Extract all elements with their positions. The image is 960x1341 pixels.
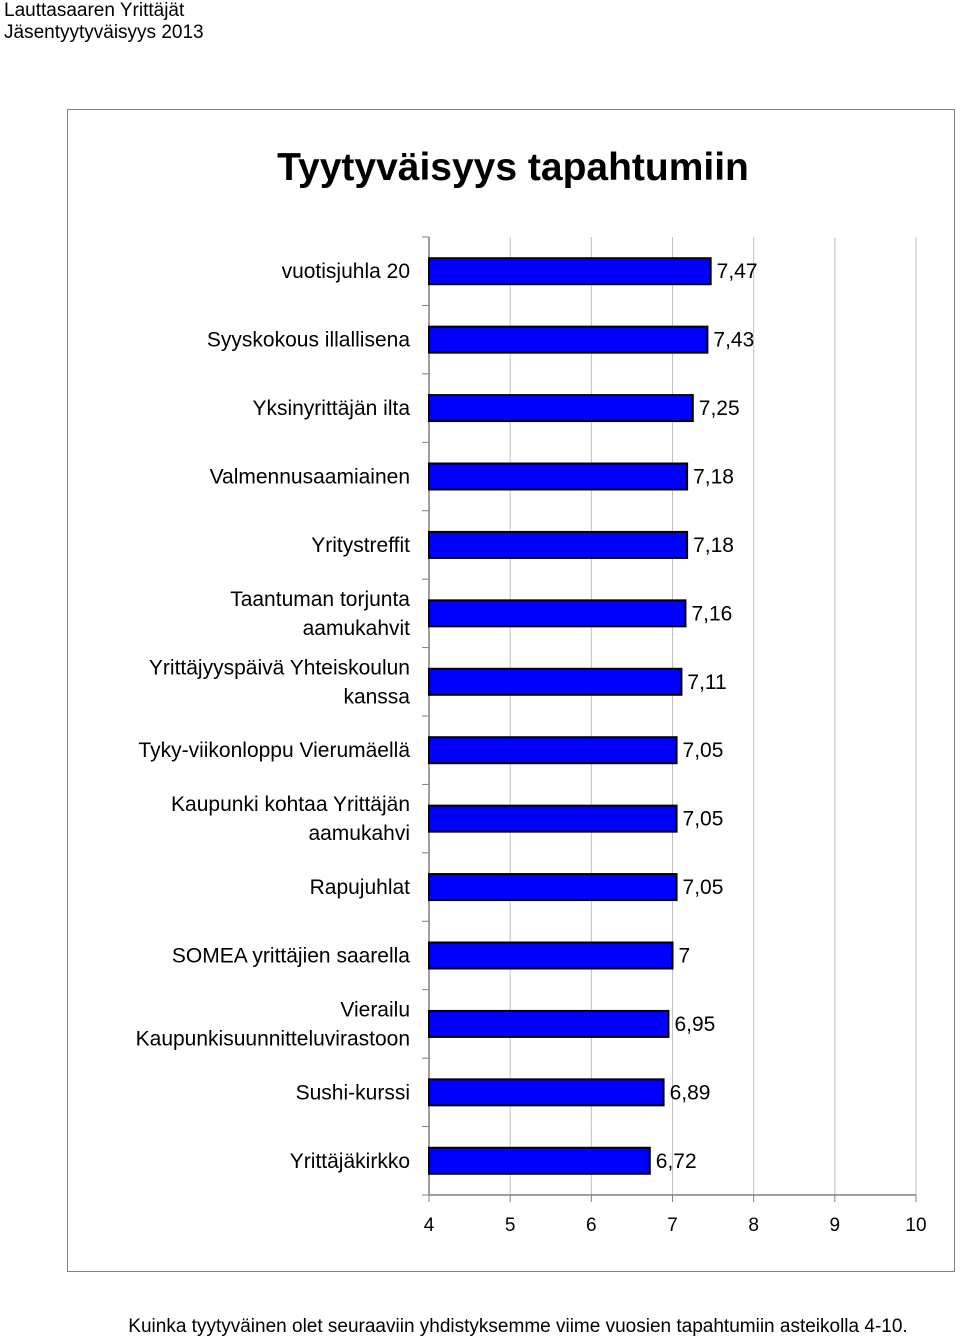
bar-value-label: 7,11 — [687, 670, 727, 694]
category-label: Yksinyrittäjän ilta — [252, 397, 410, 421]
category-label: Yritystreffit — [311, 533, 410, 557]
x-tick-label: 4 — [423, 1215, 435, 1236]
bar — [429, 532, 687, 558]
category-label: Syyskokous illallisena — [206, 328, 410, 352]
header-line-1: Lauttasaaren Yrittäjät — [4, 0, 185, 21]
bar-value-label: 7,18 — [693, 465, 734, 489]
category-label: Tyky-viikonloppu Vierumäellä — [138, 739, 410, 763]
bar-value-label: 6,95 — [674, 1012, 716, 1036]
bar-value-label: 6,89 — [669, 1081, 711, 1105]
x-tick-label: 6 — [586, 1215, 597, 1236]
x-tick-label: 5 — [504, 1215, 516, 1236]
category-label: Yrittäjäkirkko — [289, 1149, 410, 1173]
bar — [429, 327, 707, 353]
x-tick-label: 7 — [667, 1215, 678, 1236]
category-label: vuotisjuhla 20 — [281, 260, 410, 284]
bar — [429, 943, 673, 969]
bar-value-label: 7,43 — [713, 328, 755, 352]
bar — [429, 464, 687, 490]
category-label: Kaupunkisuunnitteluvirastoon — [135, 1027, 410, 1051]
bar-value-label: 7,05 — [682, 876, 724, 900]
bar — [429, 806, 677, 832]
bar — [429, 1148, 650, 1174]
bar-value-label: 7,05 — [682, 807, 724, 831]
bar — [429, 1011, 668, 1037]
x-tick-label: 10 — [905, 1215, 927, 1236]
category-label: SOMEA yrittäjien saarella — [171, 944, 410, 968]
bar-value-label: 7 — [678, 944, 691, 968]
category-label: Sushi-kurssi — [295, 1081, 410, 1105]
bar — [429, 600, 685, 626]
bar — [429, 737, 677, 763]
chart-title: Tyytyväisyys tapahtumiin — [277, 146, 749, 189]
bar-value-label: 7,25 — [698, 397, 740, 421]
bar-value-label: 7,47 — [716, 260, 758, 284]
bar — [429, 874, 677, 900]
header-line-2: Jäsentyytyväisyys 2013 — [4, 22, 204, 43]
bar — [429, 258, 711, 284]
bar-value-label: 7,16 — [691, 602, 733, 626]
bar — [429, 669, 681, 695]
category-label: Kaupunki kohtaa Yrittäjän — [171, 793, 410, 817]
x-tick-label: 9 — [829, 1215, 841, 1236]
bar-value-label: 6,72 — [655, 1149, 697, 1173]
category-label: aamukahvit — [302, 616, 410, 640]
bar — [429, 395, 693, 421]
bar-value-label: 7,18 — [693, 533, 734, 557]
category-label: kanssa — [343, 685, 410, 709]
category-label: Valmennusaamiainen — [209, 465, 410, 489]
bar — [429, 1079, 664, 1105]
x-tick-label: 8 — [748, 1215, 759, 1236]
category-label: Rapujuhlat — [309, 876, 410, 900]
bar-value-label: 7,05 — [682, 739, 724, 763]
category-label: Taantuman torjunta — [230, 587, 410, 611]
category-label: Vierailu — [340, 998, 410, 1022]
category-label: Yrittäjyyspäivä Yhteiskoulun — [148, 656, 410, 680]
category-label: aamukahvi — [308, 822, 410, 846]
chart-caption: Kuinka tyytyväinen olet seuraaviin yhdistyksemme viime vuosien tapahtumiin asteikolla 4-10. — [128, 1316, 908, 1337]
